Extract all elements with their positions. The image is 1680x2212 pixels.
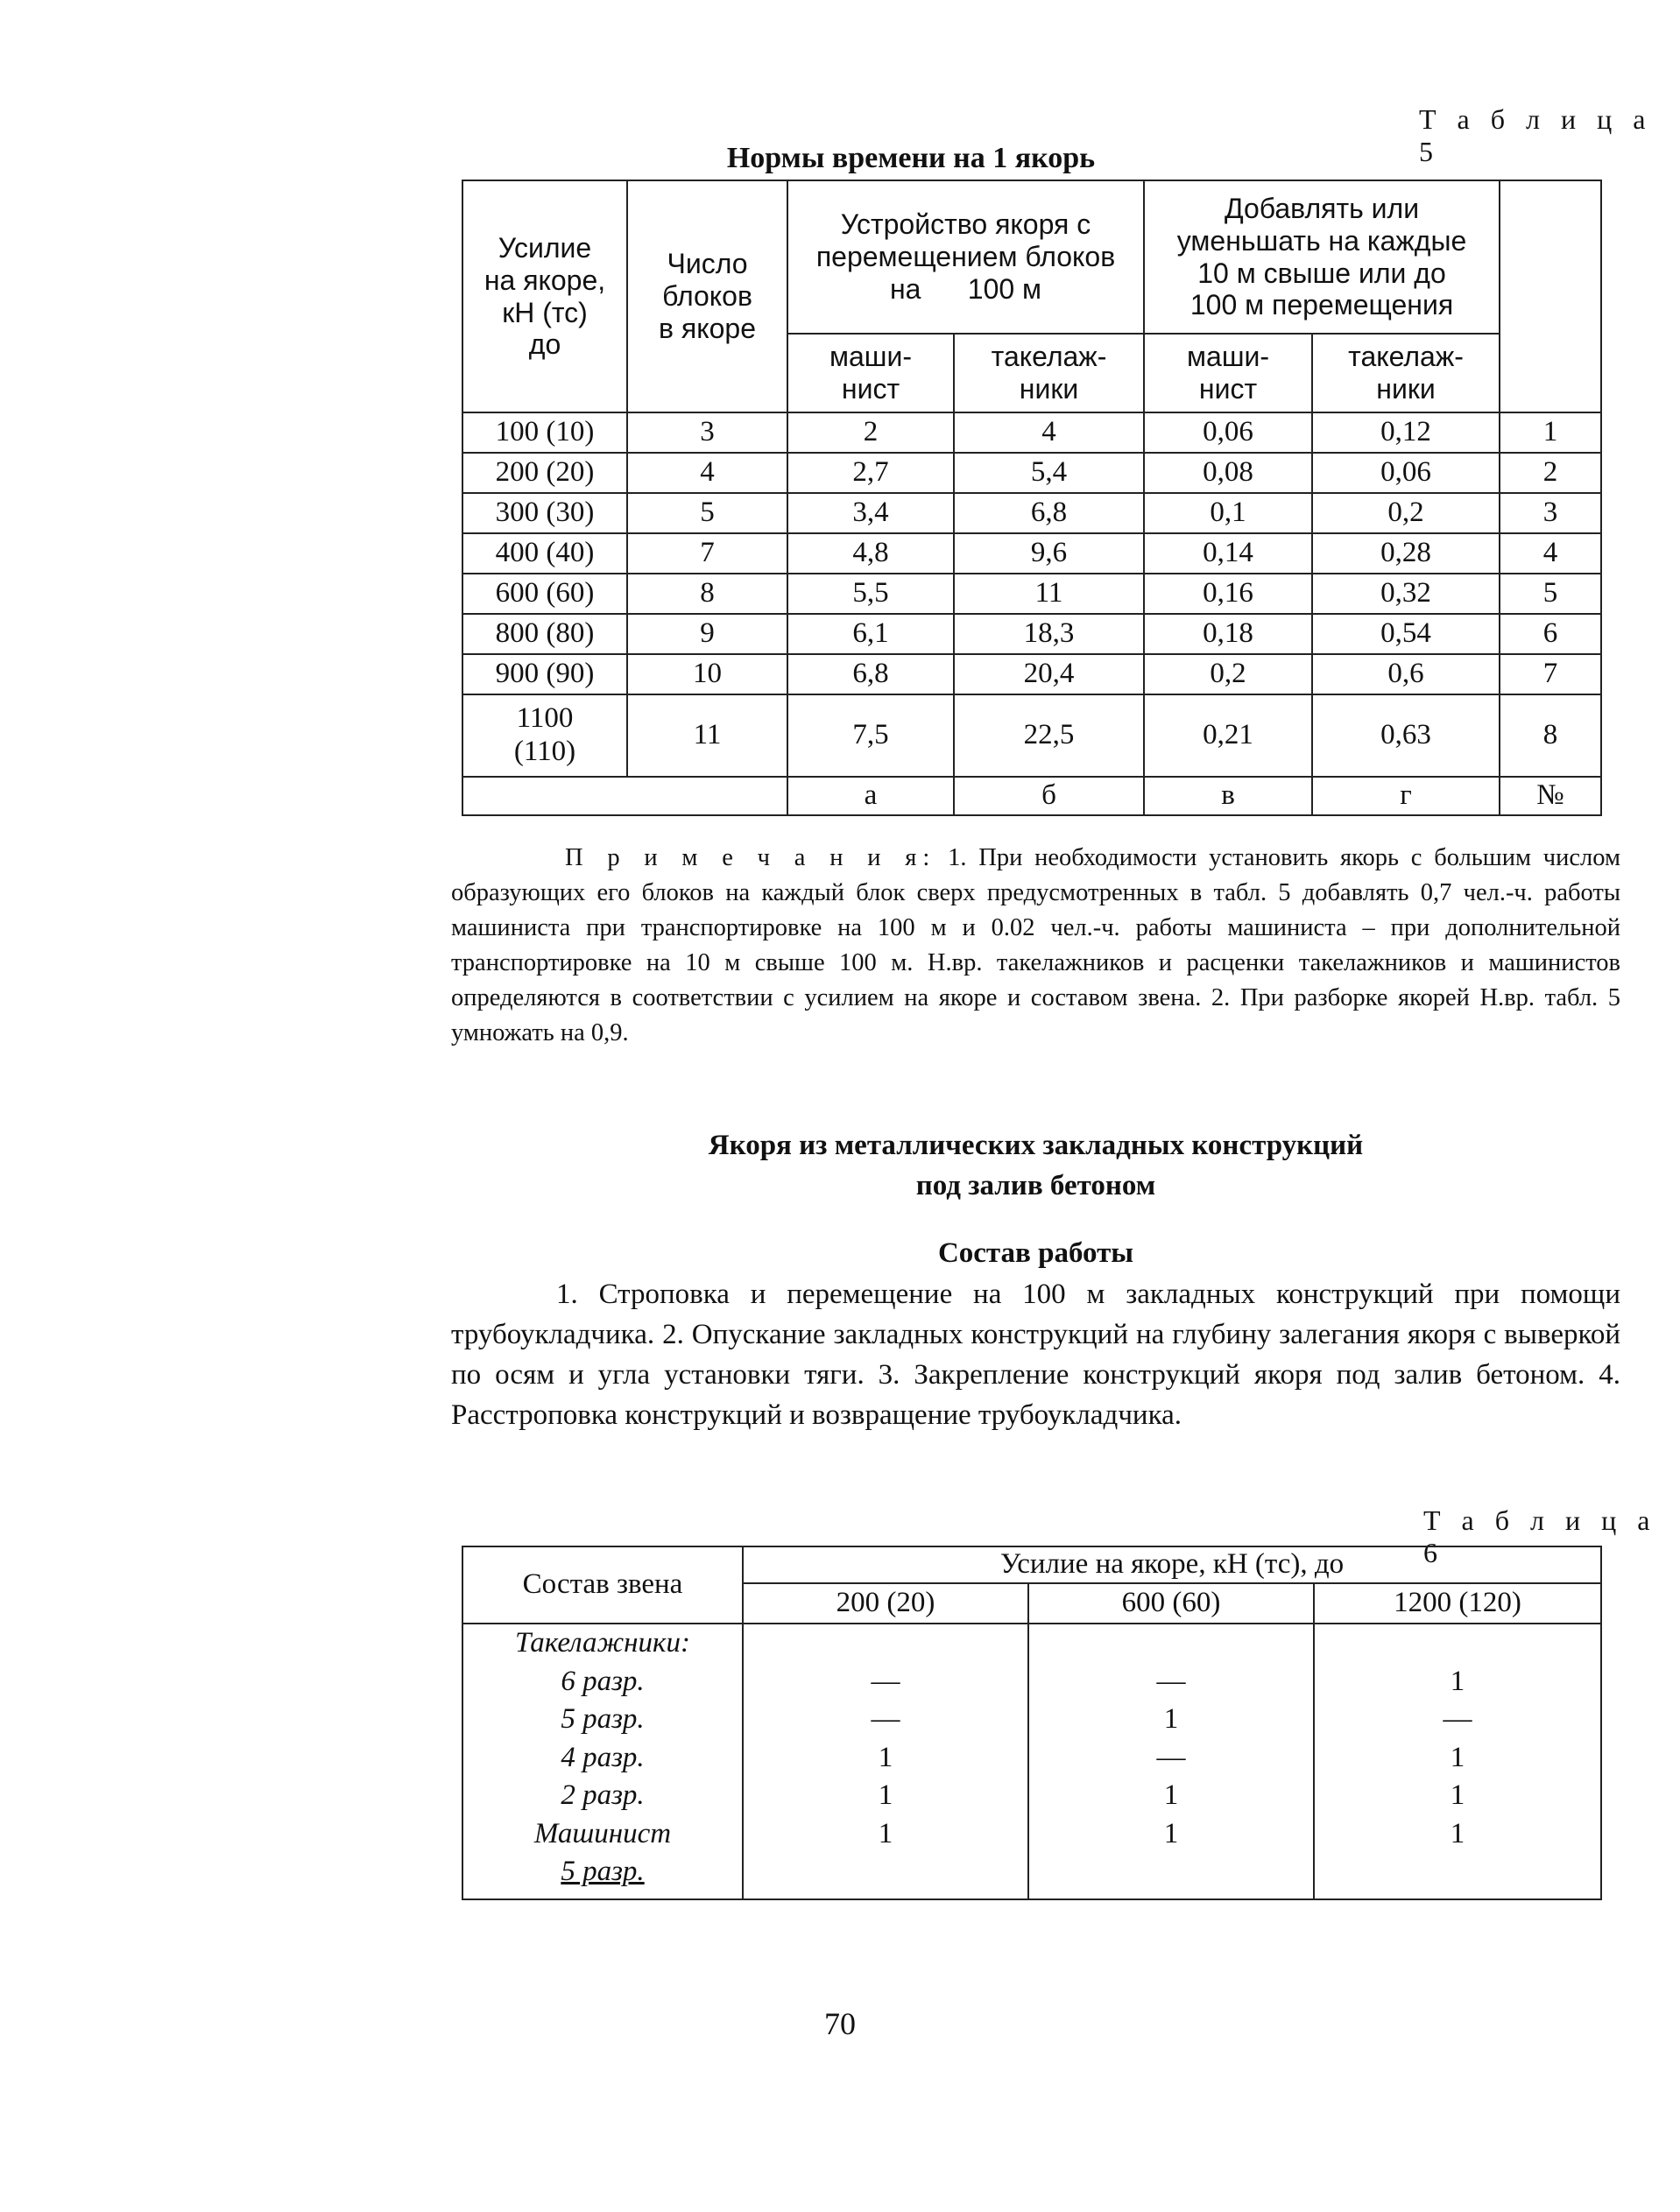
header-crew: Состав звена (462, 1546, 743, 1624)
table-row: 200 (20) 4 2,7 5,4 0,08 0,06 2 (462, 453, 1601, 493)
section-title: Якоря из металлических закладных конструкций под залив бетоном (708, 1130, 1364, 1201)
col-200: — — 1 1 1 (743, 1624, 1028, 1899)
table5-label: Т а б л и ц а 5 (1419, 103, 1653, 167)
header-add: Добавлять или уменьшать на каждые 10 м свыше или до 100 м перемещения (1144, 180, 1500, 334)
table6-label: Т а б л и ц а 6 (1423, 1504, 1657, 1568)
table6: Состав звена Усилие на якоре, кН (тс), до 200 (20) 600 (60) 1200 (120) Такелажники: 6 разр. 5 разр. 4 разр. 2 разр. Машинист 5 разр. — — 1 1 1 — 1 — 1 1 1 — 1 1 1 (462, 1546, 1602, 1900)
header-riggers-d: такелаж- ники (1312, 334, 1500, 412)
table-row: 1100 (110) 11 7,5 22,5 0,21 0,63 8 (462, 694, 1601, 777)
notes-lead: П р и м е ч а н и я: (565, 844, 936, 871)
table-row: 100 (10) 3 2 4 0,06 0,12 1 (462, 412, 1601, 453)
header-force: Усилие на якоре, кН (тс) до (462, 180, 627, 412)
roles-cell: Такелажники: 6 разр. 5 разр. 4 разр. 2 разр. Машинист 5 разр. (462, 1624, 743, 1899)
header-blocks: Число блоков в якоре (627, 180, 787, 412)
table6-body (462, 1624, 1601, 1899)
notes-text: 1. При необходимости установить якорь с большим числом образующих его блоков на каждый блок сверх предусмотренных в табл. 5 добавлять 0,7 чел.-ч. работы машиниста при транспортировке на 100 м и 0.02 чел.-ч. работы машиниста – при дополнительной транспортировке на 10 м свыше 100 м. Н.вр. такелажников и расценки такелажников и машинистов определяются в соответствии с усилием на якоре и составом звена. 2. При разборке якорей Н.вр. табл. 5 умножать на 0,9. (451, 844, 1620, 1046)
header-machinist-a: маши- нист (787, 334, 954, 412)
table-row: 600 (60) 8 5,5 11 0,16 0,32 5 (462, 574, 1601, 614)
table-row: 800 (80) 9 6,1 18,3 0,18 0,54 6 (462, 614, 1601, 654)
header-riggers-b: такелаж- ники (954, 334, 1144, 412)
table5-notes (451, 841, 1620, 1051)
composition-title: Состав работы (937, 1237, 1134, 1269)
header-device: Устройство якоря с перемещением блоков на 100 м (787, 180, 1144, 334)
table5 (462, 180, 1602, 816)
header-empty (1500, 180, 1601, 412)
header-machinist-c: маши- нист (1144, 334, 1312, 412)
table-footer-row: а б в г № (462, 777, 1601, 815)
page-number: 70 (824, 2006, 856, 2041)
table5-title: Нормы времени на 1 якорь (726, 142, 1096, 174)
table-row: 300 (30) 5 3,4 6,8 0,1 0,2 3 (462, 493, 1601, 533)
col-1200: 1 — 1 1 1 (1314, 1624, 1601, 1899)
header-force: Усилие на якоре, кН (тс), до (743, 1546, 1601, 1583)
composition-text: 1. Строповка и перемещение на 100 м закладных конструкций при помощи трубоукладчика. 2. Опускание закладных конструкций на глубину залегания якоря с выверкой по осям и угла установки тяги. 3. Закрепление конструкций якоря под залив бетоном. 4. Расстроповка конструкций и возвращение трубоукладчика. (451, 1279, 1620, 1431)
col-600: — 1 — 1 1 (1028, 1624, 1314, 1899)
table-row: 400 (40) 7 4,8 9,6 0,14 0,28 4 (462, 533, 1601, 574)
table-row: 900 (90) 10 6,8 20,4 0,2 0,6 7 (462, 654, 1601, 694)
